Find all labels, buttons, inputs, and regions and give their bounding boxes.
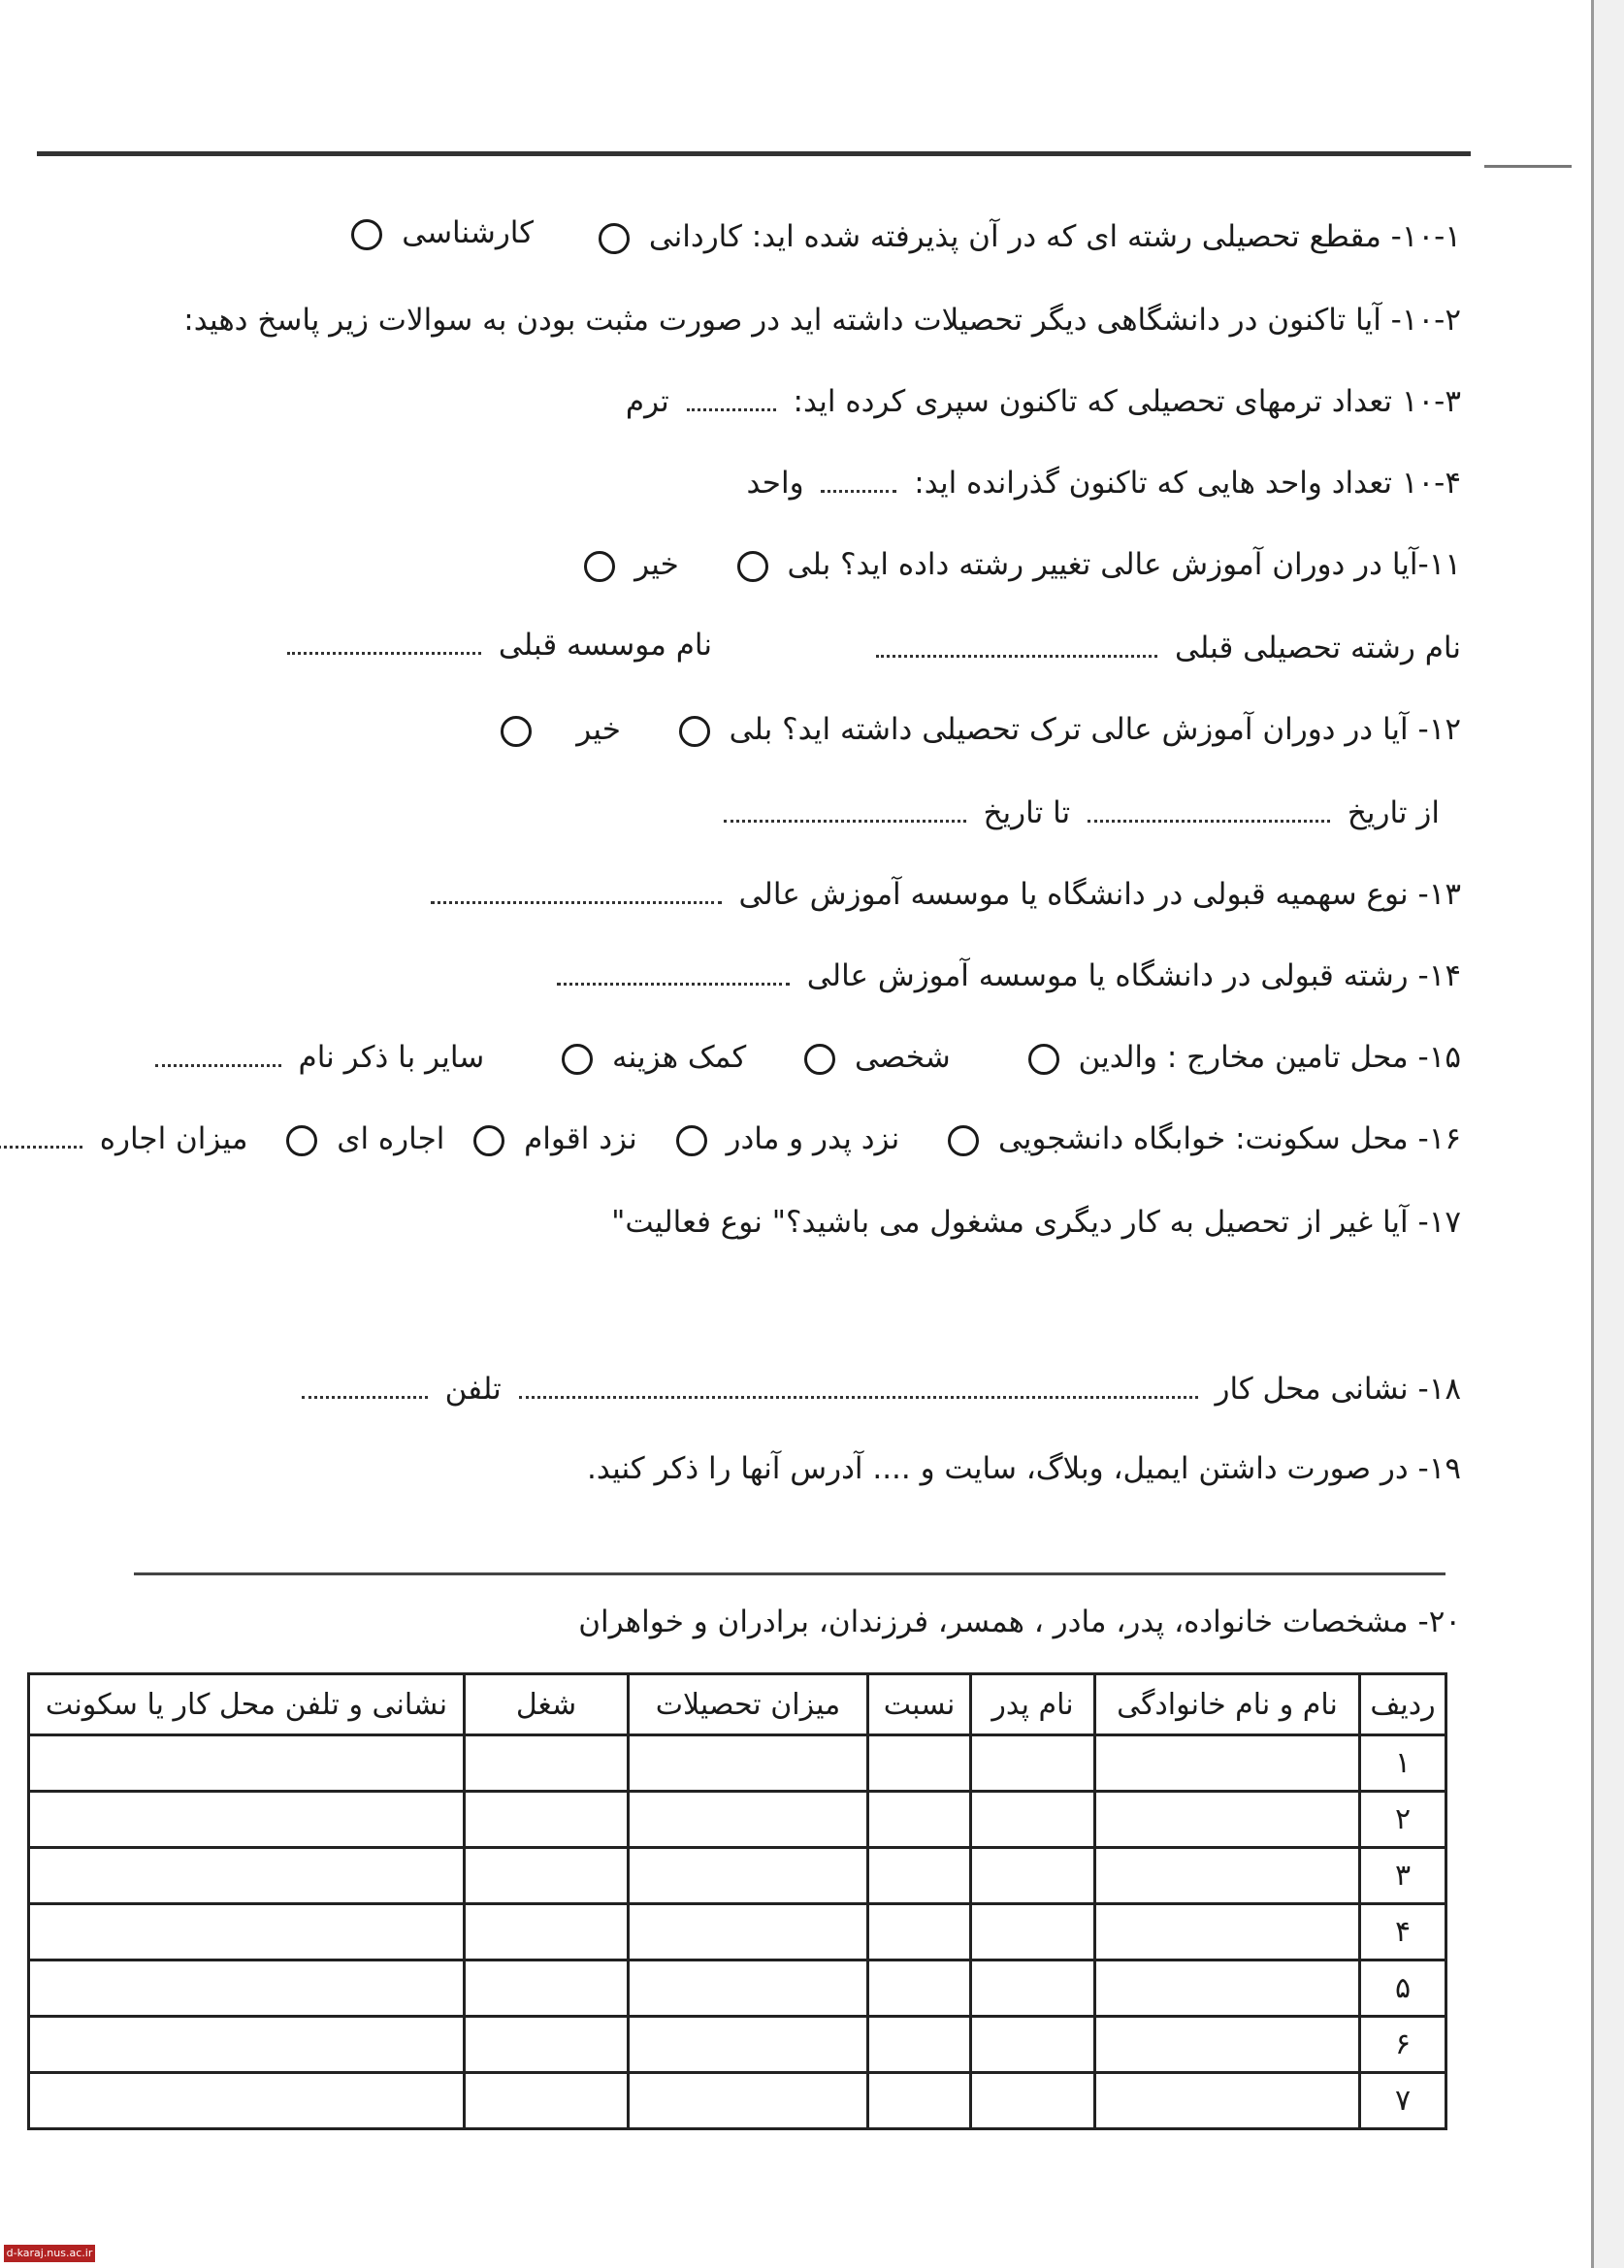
cell-education[interactable]	[629, 1848, 868, 1904]
cell-father-name[interactable]	[971, 2017, 1095, 2073]
question-11	[574, 545, 1461, 584]
opt-personal-label: شخصی	[855, 1040, 951, 1075]
radio-parents[interactable]	[1028, 1044, 1059, 1075]
question-20-text: ۲۰- مشخصات خانواده، پدر، مادر ، همسر، فرزندان، برادران و خواهران	[578, 1604, 1461, 1639]
question-12-text: ۱۲- آیا در دوران آموزش عالی ترک تحصیلی داشته اید؟ بلی	[729, 712, 1461, 747]
cell-name[interactable]	[1095, 1735, 1360, 1792]
cell-education[interactable]	[629, 1792, 868, 1848]
family-table	[27, 1672, 1447, 2130]
cell-father-name[interactable]	[971, 1848, 1095, 1904]
cell-job[interactable]	[465, 1792, 629, 1848]
q11-no-label: خیر	[634, 547, 679, 582]
cell-education[interactable]	[629, 2017, 868, 2073]
table-row	[29, 1960, 1446, 2017]
radio-q11-yes[interactable]	[737, 551, 768, 582]
site-watermark: d-karaj.nus.ac.ir	[4, 2245, 95, 2262]
work-phone-label: تلفن	[444, 1372, 502, 1407]
opt-relatives-label: نزد اقوام	[524, 1121, 637, 1156]
row-number: ۶	[1360, 2017, 1446, 2073]
question-14	[549, 956, 1461, 995]
question-10-1-text: ۱۰-۱- مقطع تحصیلی رشته ای که در آن پذیرفته شده اید: کاردانی	[648, 219, 1461, 254]
header-rule-right	[1484, 165, 1572, 168]
opt-rent-label: اجاره ای	[337, 1121, 445, 1156]
question-13-text: ۱۳- نوع سهمیه قبولی در دانشگاه یا موسسه آموزش عالی	[738, 877, 1461, 912]
cell-name[interactable]	[1095, 1792, 1360, 1848]
question-16	[0, 1119, 1461, 1158]
cell-education[interactable]	[629, 1735, 868, 1792]
prev-field-input[interactable]	[876, 633, 1157, 658]
online-address-area[interactable]	[218, 1523, 1441, 1542]
cell-father-name[interactable]	[971, 2073, 1095, 2129]
cell-job[interactable]	[465, 1848, 629, 1904]
question-15	[147, 1038, 1461, 1077]
question-19	[587, 1449, 1461, 1488]
scan-edge-shade	[1594, 0, 1624, 2268]
opt-other-label: سایر با ذکر نام	[298, 1040, 485, 1075]
question-17-text: ۱۷- آیا غیر از تحصیل به کار دیگری مشغول می باشید؟" نوع فعالیت"	[611, 1205, 1461, 1240]
radio-relatives[interactable]	[473, 1125, 504, 1156]
table-row	[29, 2017, 1446, 2073]
question-19-text: ۱۹- در صورت داشتن ایمیل، وبلاگ، سایت و .... آدرس آنها را ذکر کنید.	[587, 1451, 1461, 1486]
radio-parents-home[interactable]	[676, 1125, 707, 1156]
cell-address-phone[interactable]	[29, 1735, 465, 1792]
question-10-4	[747, 464, 1461, 502]
terms-suffix: ترم	[625, 384, 669, 419]
question-20	[578, 1603, 1461, 1641]
q12-no-label: خیر	[576, 712, 621, 747]
cell-relation[interactable]	[868, 1904, 971, 1960]
prev-field-label: نام رشته تحصیلی قبلی	[1175, 631, 1461, 665]
row-number: ۷	[1360, 2073, 1446, 2129]
quota-type-input[interactable]	[431, 880, 722, 904]
question-11-text: ۱۱-آیا در دوران آموزش عالی تغییر رشته داده اید؟ بلی	[787, 547, 1461, 582]
row-number: ۵	[1360, 1960, 1446, 2017]
question-10-1	[589, 217, 1461, 256]
cell-name[interactable]	[1095, 2017, 1360, 2073]
cell-address-phone[interactable]	[29, 2017, 465, 2073]
question-10-1-option-2	[341, 213, 534, 252]
from-date-label: از تاریخ	[1347, 795, 1440, 830]
question-17	[611, 1203, 1461, 1242]
cell-father-name[interactable]	[971, 1960, 1095, 2017]
units-count-field[interactable]	[821, 469, 896, 493]
rent-amount-input[interactable]	[0, 1124, 82, 1149]
cell-relation[interactable]	[868, 1960, 971, 2017]
row-number: ۲	[1360, 1792, 1446, 1848]
col-header-address-phone: نشانی و تلفن محل کار یا سکونت	[29, 1674, 465, 1735]
to-date-label: تا تاریخ	[983, 795, 1071, 830]
header-rule	[37, 151, 1471, 156]
cell-job[interactable]	[465, 1904, 629, 1960]
col-header-row-num: ردیف	[1360, 1674, 1446, 1735]
cell-address-phone[interactable]	[29, 2073, 465, 2129]
cell-job[interactable]	[465, 2017, 629, 2073]
cell-relation[interactable]	[868, 2073, 971, 2129]
question-10-2	[183, 301, 1461, 340]
question-13	[423, 875, 1461, 914]
col-header-education: میزان تحصیلات	[629, 1674, 868, 1735]
question-12-dates	[716, 794, 1440, 832]
table-row	[29, 1735, 1446, 1792]
opt-grant-label: کمک هزینه	[611, 1040, 747, 1075]
radio-dormitory[interactable]	[948, 1125, 979, 1156]
question-11-prev-field	[868, 629, 1461, 667]
work-phone-input[interactable]	[302, 1375, 428, 1399]
other-source-input[interactable]	[155, 1043, 281, 1067]
radio-personal[interactable]	[804, 1044, 835, 1075]
question-10-4-text: ۱۰-۴ تعداد واحد هایی که تاکنون گذرانده اید:	[914, 466, 1461, 501]
row-number: ۱	[1360, 1735, 1446, 1792]
question-11-prev-institute	[279, 626, 712, 664]
question-12	[491, 710, 1461, 749]
row-number: ۳	[1360, 1848, 1446, 1904]
cell-father-name[interactable]	[971, 1904, 1095, 1960]
col-header-name: نام و نام خانوادگی	[1095, 1674, 1360, 1735]
radio-kardani[interactable]	[599, 223, 630, 254]
question-16-text: ۱۶- محل سکونت: خوابگاه دانشجویی	[997, 1121, 1461, 1156]
cell-job[interactable]	[465, 2073, 629, 2129]
question-10-3	[626, 382, 1461, 421]
radio-karshenasi[interactable]	[351, 219, 382, 250]
table-row	[29, 1848, 1446, 1904]
table-row	[29, 2073, 1446, 2129]
cell-education[interactable]	[629, 1960, 868, 2017]
table-row	[29, 1904, 1446, 1960]
table-row	[29, 1792, 1446, 1848]
question-15-text: ۱۵- محل تامین مخارج : والدین	[1078, 1040, 1461, 1075]
prev-institute-label: نام موسسه قبلی	[498, 628, 712, 663]
cell-name[interactable]	[1095, 1904, 1360, 1960]
cell-relation[interactable]	[868, 1792, 971, 1848]
col-header-job: شغل	[465, 1674, 629, 1735]
cell-address-phone[interactable]	[29, 1960, 465, 2017]
col-header-father-name: نام پدر	[971, 1674, 1095, 1735]
cell-relation[interactable]	[868, 1735, 971, 1792]
family-table-header-row	[29, 1674, 1446, 1735]
cell-education[interactable]	[629, 2073, 868, 2129]
opt-parents-home-label: نزد پدر و مادر	[726, 1121, 900, 1156]
cell-name[interactable]	[1095, 1960, 1360, 2017]
question-18	[294, 1370, 1461, 1409]
cell-father-name[interactable]	[971, 1792, 1095, 1848]
option-karshenasi-label: کارشناسی	[402, 215, 534, 250]
cell-name[interactable]	[1095, 1848, 1360, 1904]
cell-father-name[interactable]	[971, 1735, 1095, 1792]
radio-q12-no[interactable]	[501, 716, 532, 747]
question-18-text: ۱۸- نشانی محل کار	[1215, 1372, 1461, 1407]
cell-address-phone[interactable]	[29, 1904, 465, 1960]
to-date-input[interactable]	[724, 798, 966, 823]
radio-q11-no[interactable]	[584, 551, 615, 582]
prev-institute-input[interactable]	[287, 631, 481, 655]
work-address-input[interactable]	[519, 1375, 1198, 1399]
rent-amount-label: میزان اجاره	[99, 1121, 248, 1156]
col-header-relation: نسبت	[868, 1674, 971, 1735]
question-14-text: ۱۴- رشته قبولی در دانشگاه یا موسسه آموزش عالی	[806, 958, 1461, 993]
cell-relation[interactable]	[868, 2017, 971, 2073]
row-number: ۴	[1360, 1904, 1446, 1960]
cell-relation[interactable]	[868, 1848, 971, 1904]
question-10-3-text: ۱۰-۳ تعداد ترمهای تحصیلی که تاکنون سپری کرده اید:	[793, 384, 1461, 419]
cell-education[interactable]	[629, 1904, 868, 1960]
cell-address-phone[interactable]	[29, 1792, 465, 1848]
accepted-field-input[interactable]	[557, 961, 790, 986]
radio-grant[interactable]	[562, 1044, 593, 1075]
cell-job[interactable]	[465, 1735, 629, 1792]
units-suffix: واحد	[746, 466, 804, 501]
question-10-2-text: ۱۰-۲- آیا تاکنون در دانشگاهی دیگر تحصیلات داشته اید در صورت مثبت بودن به سوالات زیر پاسخ دهید:	[183, 303, 1461, 338]
scan-edge-line	[1591, 0, 1594, 2268]
cell-name[interactable]	[1095, 2073, 1360, 2129]
terms-count-field[interactable]	[687, 387, 776, 411]
cell-job[interactable]	[465, 1960, 629, 2017]
section-divider	[134, 1572, 1445, 1575]
radio-q12-yes[interactable]	[679, 716, 710, 747]
radio-rent[interactable]	[286, 1125, 317, 1156]
from-date-input[interactable]	[1088, 798, 1330, 823]
cell-address-phone[interactable]	[29, 1848, 465, 1904]
